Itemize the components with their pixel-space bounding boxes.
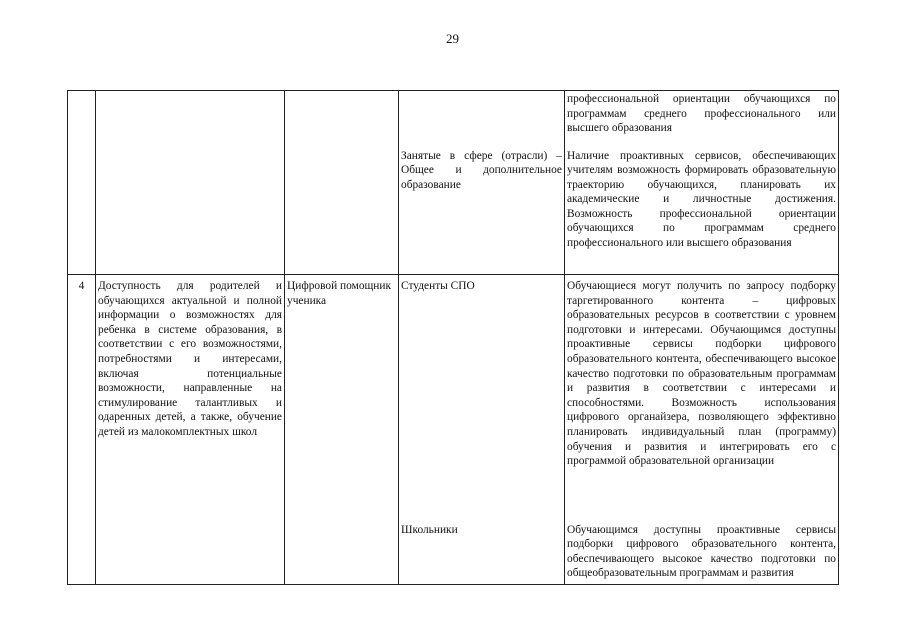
- measures-table: [67, 90, 839, 585]
- row-number-cell: 4: [68, 275, 96, 585]
- effect-cell: Наличие проактивных сервисов, обеспечивающих учителям возможность формировать образовательную траекторию обучающихся, планировать их академические и личностные достижения. Возможность профессиональной ориентации обучающихся по программам среднего профессионального или высшего образования: [565, 148, 839, 275]
- audience-cell: Студенты СПО: [399, 275, 565, 513]
- row-number-cell: [68, 91, 96, 275]
- audience-cell: Занятые в сфере (отрасли) – Общее и дополнительное образование: [399, 148, 565, 275]
- service-name-cell: [285, 91, 399, 275]
- service-cell: Доступность для родителей и обучающихся актуальной и полной информации о возможностях для ребенка в системе образования, в соответствии с его возможностями, потребностями и интересами, включая потенциальные возможности, направленные на стимулирование талантливых и одаренных детей, а также, обучение детей из малокомплектных школ: [96, 275, 285, 585]
- page-number: 29: [446, 31, 459, 46]
- table-row: [68, 275, 839, 513]
- effect-cell: Обучающиеся могут получить по запросу подборку таргетированного контента – цифровых образовательных ресурсов в соответствии с уровнем подготовки и интересами. Обучающимся доступны проактивные сервисы подборки цифрового образовательного контента, обеспечивающего высокое качество подготовки по образовательным программам и развития в соответствии с интересами и способностями. Возможность использования цифрового органайзера, позволяющего эффективно планировать индивидуальный план (программу) обучения и развития и интегрировать его с программой образовательной организации: [565, 275, 839, 513]
- effect-cell: профессиональной ориентации обучающихся по программам среднего профессионального или высшего образования: [565, 91, 839, 148]
- service-name-cell: Цифровой помощник ученика: [285, 275, 399, 585]
- effect-cell: Обучающимся доступны проактивные сервисы подборки цифрового образовательного контента, обеспечивающего высокое качество подготовки по общеобразовательным программам и развития: [565, 513, 839, 585]
- audience-cell: Школьники: [399, 513, 565, 585]
- table-row: [68, 91, 839, 148]
- service-cell: [96, 91, 285, 275]
- audience-cell: [399, 91, 565, 148]
